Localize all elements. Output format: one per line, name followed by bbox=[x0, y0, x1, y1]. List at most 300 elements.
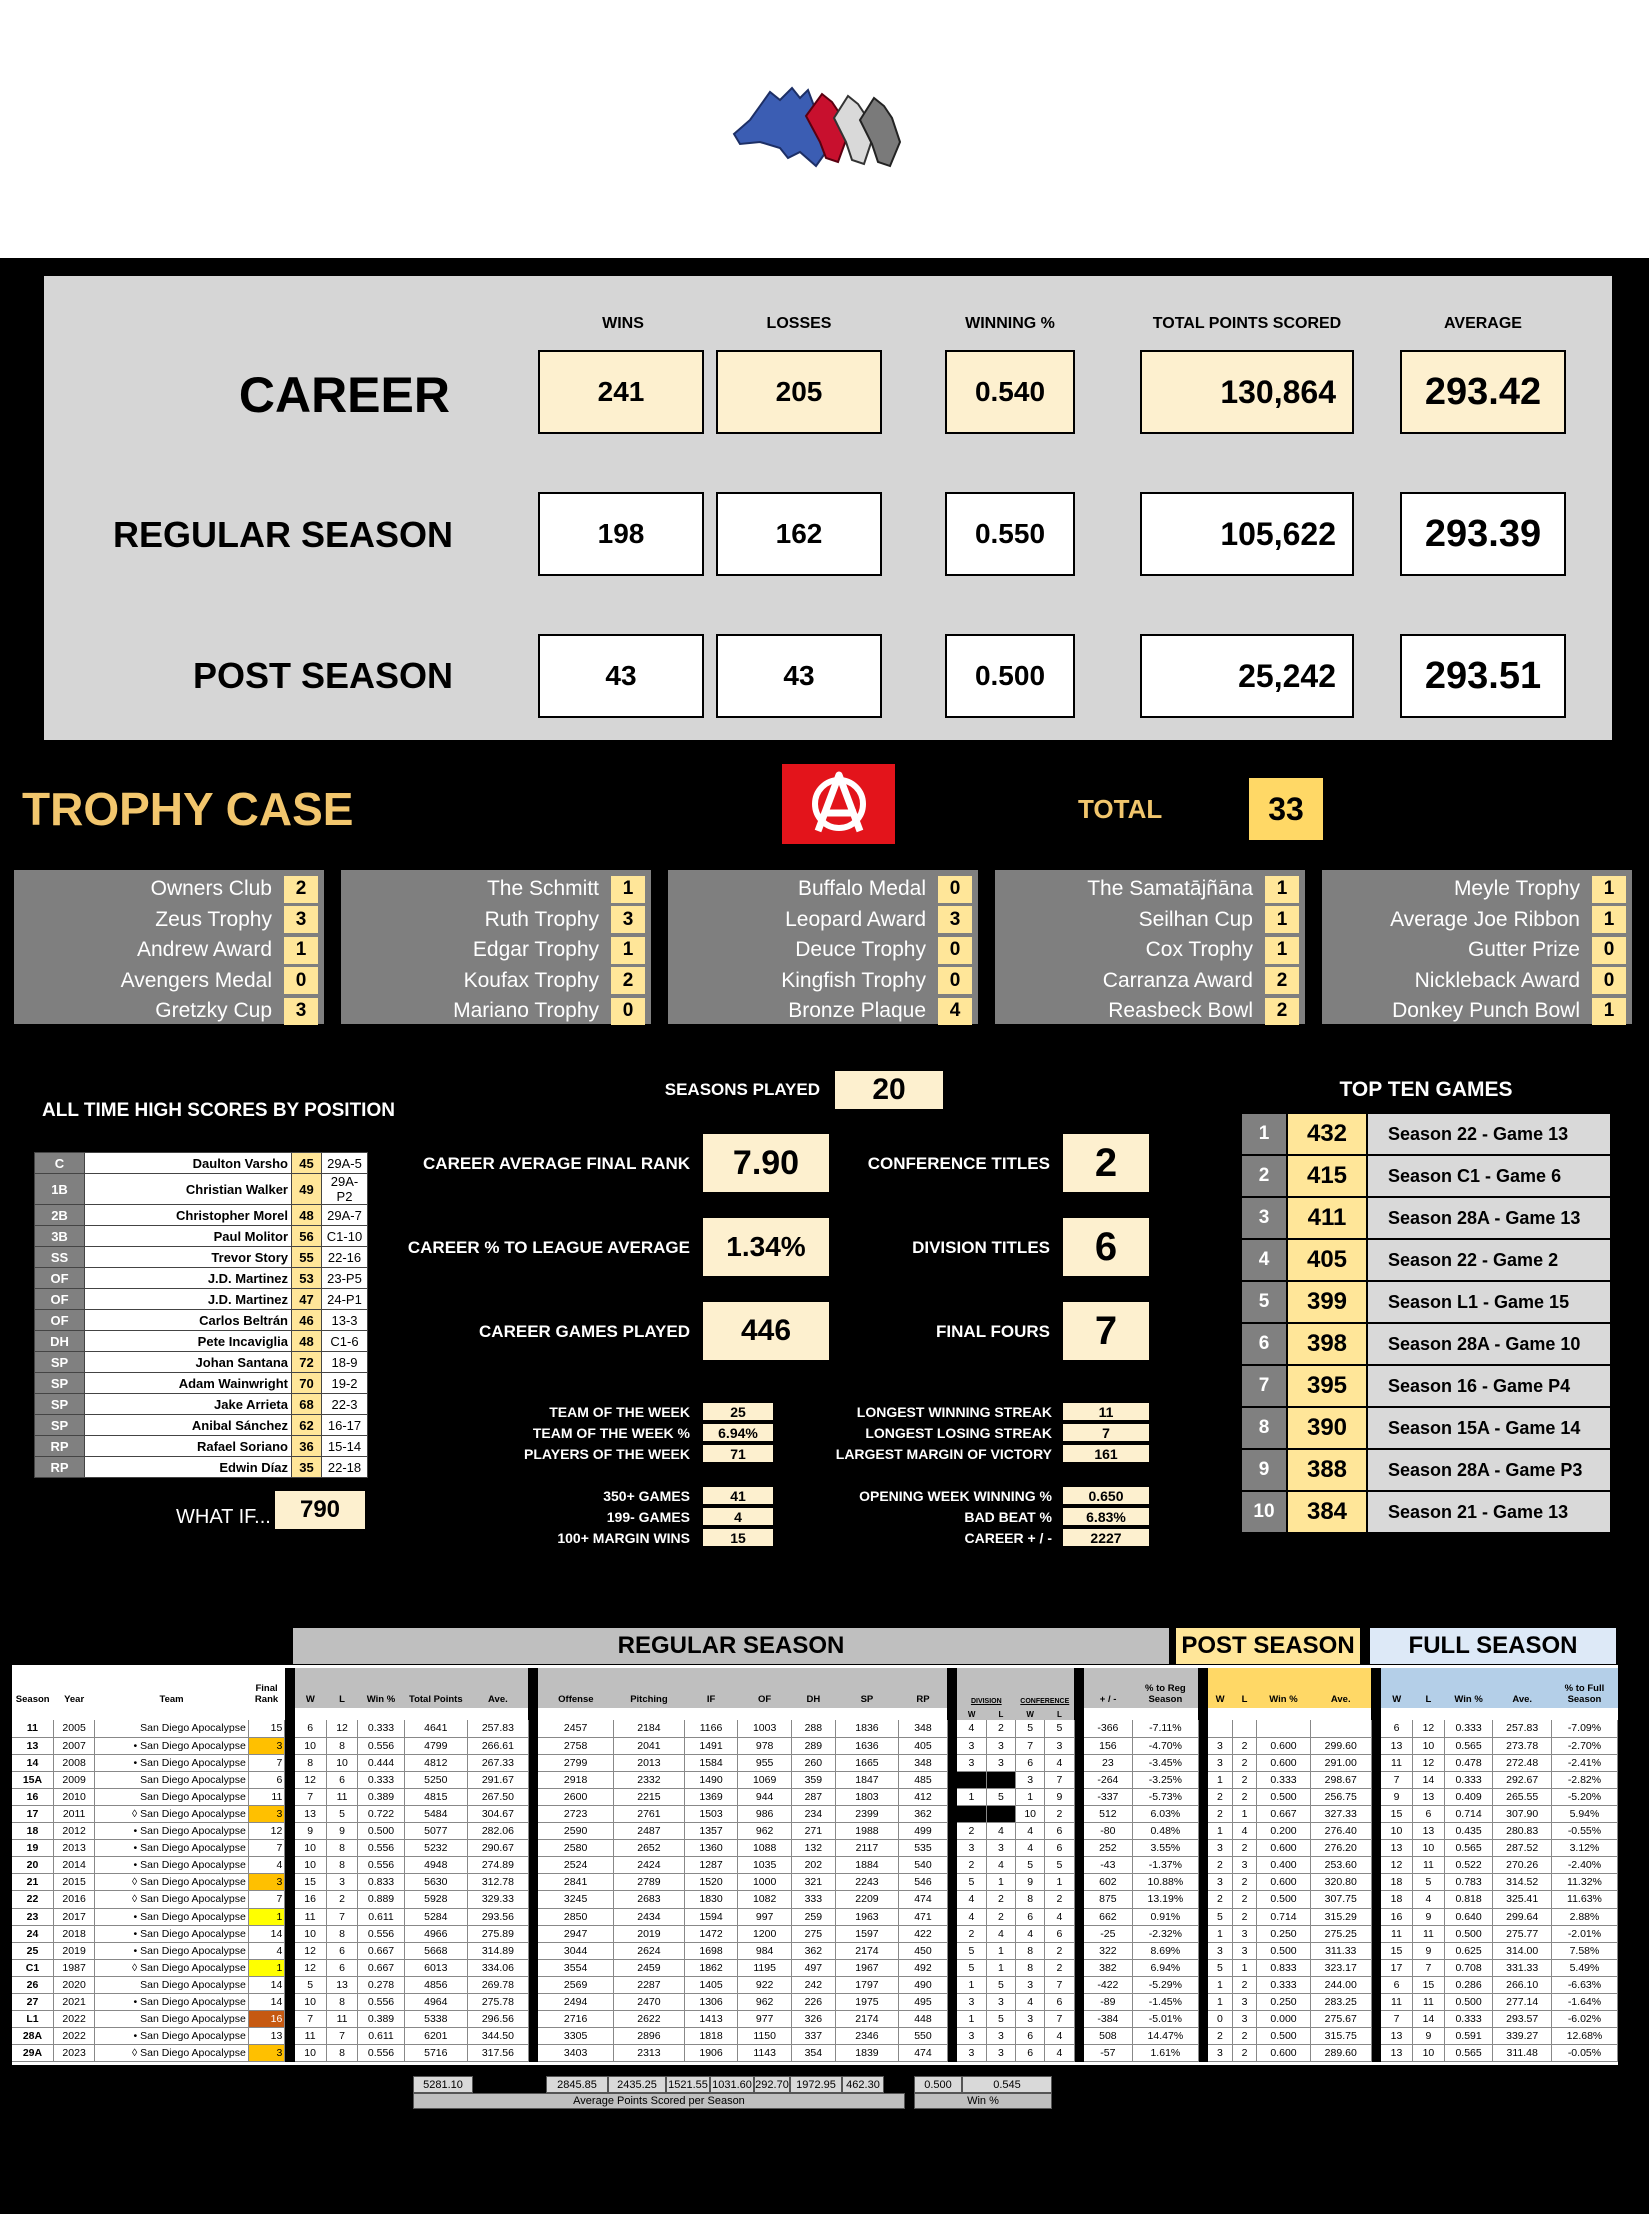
season-cell: -2.70% bbox=[1551, 1737, 1617, 1754]
column-gap bbox=[528, 1805, 538, 1822]
season-cell: 1 bbox=[1208, 1994, 1232, 2011]
subheader-cell bbox=[326, 1708, 358, 1720]
season-cell: 275.67 bbox=[1310, 2011, 1371, 2028]
regular-header: Win % bbox=[358, 1668, 404, 1708]
column-gap bbox=[1371, 1805, 1381, 1822]
season-cell: 13 bbox=[1413, 1823, 1445, 1840]
season-cell: 1636 bbox=[835, 1737, 898, 1754]
season-cell: • San Diego Apocalypse bbox=[95, 1840, 248, 1857]
column-gap bbox=[1074, 1891, 1084, 1908]
score-cell: 56 bbox=[292, 1226, 322, 1247]
trophy-item bbox=[1001, 905, 1299, 936]
season-cell: 6 bbox=[1016, 1908, 1045, 1925]
season-cell: 7 bbox=[295, 2011, 327, 2028]
season-cell: 1963 bbox=[835, 1908, 898, 1925]
game-score: 405 bbox=[1287, 1239, 1367, 1281]
season-cell: 1357 bbox=[684, 1823, 738, 1840]
season-cell: 5 bbox=[1208, 1908, 1232, 1925]
season-cell: 348 bbox=[899, 1754, 948, 1771]
season-cell: 10 bbox=[1016, 1805, 1045, 1822]
trophy-group bbox=[668, 870, 978, 1024]
season-cell: 2209 bbox=[835, 1891, 898, 1908]
season-cell: 495 bbox=[899, 1994, 948, 2011]
trophy-name: Average Joe Ribbon bbox=[1390, 907, 1580, 931]
score-cell: 46 bbox=[292, 1310, 322, 1331]
regular-header: Total Points bbox=[404, 1668, 467, 1708]
season-cell: 2434 bbox=[614, 1908, 685, 1925]
season-cell: 2016 bbox=[53, 1891, 94, 1908]
season-cell: 984 bbox=[738, 1942, 792, 1959]
player-name: Carlos Beltrán bbox=[85, 1310, 292, 1331]
column-gap bbox=[285, 1754, 295, 1771]
season-cell: 0.556 bbox=[358, 1840, 404, 1857]
season-cell: 3 bbox=[957, 1994, 986, 2011]
season-cell: 2022 bbox=[53, 2011, 94, 2028]
season-cell: 535 bbox=[899, 1840, 948, 1857]
season-cell: 2013 bbox=[53, 1840, 94, 1857]
season-cell: -264 bbox=[1084, 1771, 1133, 1788]
season-cell: 2716 bbox=[538, 2011, 614, 2028]
column-gap bbox=[947, 1891, 957, 1908]
column-gap bbox=[947, 1668, 957, 1708]
trophy-item bbox=[20, 935, 318, 966]
regular-header: W bbox=[295, 1668, 327, 1708]
trophy-count: 3 bbox=[938, 906, 972, 933]
season-cell: 5 bbox=[986, 1976, 1015, 1993]
season-cell: 1597 bbox=[835, 1925, 898, 1942]
season-cell: 13 bbox=[248, 2028, 285, 2045]
player-name: Christian Walker bbox=[85, 1174, 292, 1205]
trophy-item bbox=[1001, 966, 1299, 997]
trophy-item bbox=[347, 935, 645, 966]
trophy-item bbox=[674, 996, 972, 1027]
season-cell: 7.58% bbox=[1551, 1942, 1617, 1959]
column-gap bbox=[285, 1805, 295, 1822]
top-game-row bbox=[1241, 1197, 1611, 1239]
player-name: J.D. Martinez bbox=[85, 1289, 292, 1310]
season-cell: 11 bbox=[1413, 1994, 1445, 2011]
season-cell: 266.10 bbox=[1493, 1976, 1551, 1993]
season-cell: 271 bbox=[791, 1823, 835, 1840]
season-cell: 6 bbox=[326, 1771, 358, 1788]
season-cell: 3044 bbox=[538, 1942, 614, 1959]
season-cell: 1369 bbox=[684, 1788, 738, 1805]
season-header-row bbox=[12, 1668, 1618, 1708]
season-cell: 282.06 bbox=[467, 1823, 528, 1840]
season-cell: 2 bbox=[1208, 1857, 1232, 1874]
season-cell: 2 bbox=[986, 1891, 1015, 1908]
season-cell: 28A bbox=[12, 2028, 53, 2045]
player-name: Jake Arrieta bbox=[85, 1394, 292, 1415]
season-cell: 6 bbox=[1045, 1823, 1074, 1840]
season-cell: 497 bbox=[791, 1959, 835, 1976]
season-cell: 10 bbox=[295, 1737, 327, 1754]
season-cell: 485 bbox=[899, 1771, 948, 1788]
season-cell: 8 bbox=[326, 1925, 358, 1942]
game-label: Season 21 - Game 13 bbox=[1367, 1491, 1611, 1533]
column-gap bbox=[285, 1874, 295, 1891]
subheader-cell: W bbox=[957, 1708, 986, 1720]
season-cell: 314.52 bbox=[1493, 1874, 1551, 1891]
subheader-cell bbox=[684, 1708, 738, 1720]
game-cell: 19-2 bbox=[322, 1373, 368, 1394]
season-cell: 2850 bbox=[538, 1908, 614, 1925]
season-cell: 337 bbox=[791, 2028, 835, 2045]
season-cell: 8 bbox=[326, 1994, 358, 2011]
category-header: IF bbox=[684, 1668, 738, 1708]
season-cell: 5 bbox=[1045, 1720, 1074, 1737]
season-cell: 977 bbox=[738, 2011, 792, 2028]
column-gap bbox=[947, 1994, 957, 2011]
column-gap bbox=[285, 1908, 295, 1925]
column-gap bbox=[1198, 1891, 1208, 1908]
season-cell: 3 bbox=[957, 1737, 986, 1754]
season-cell: 0.667 bbox=[358, 1942, 404, 1959]
season-cell: 10 bbox=[1413, 1737, 1445, 1754]
post-season-label: POST SEASON bbox=[192, 655, 453, 696]
season-cell: 1967 bbox=[835, 1959, 898, 1976]
column-gap bbox=[1371, 1737, 1381, 1754]
season-cell: 0.833 bbox=[358, 1874, 404, 1891]
trophy-name: Donkey Punch Bowl bbox=[1392, 999, 1580, 1023]
subheader-cell bbox=[467, 1708, 528, 1720]
average-total-points: 5281.10 bbox=[413, 2076, 473, 2093]
season-cell: 0.333 bbox=[358, 1720, 404, 1737]
average-category: 462.30 bbox=[842, 2076, 884, 2093]
season-cell: 3245 bbox=[538, 1891, 614, 1908]
season-cell: 1 bbox=[986, 1959, 1015, 1976]
game-cell: C1-6 bbox=[322, 1331, 368, 1352]
season-row bbox=[12, 1925, 1618, 1942]
top-ten-table bbox=[1240, 1112, 1612, 1534]
season-cell: 23 bbox=[1084, 1754, 1133, 1771]
season-cell: 0.500 bbox=[1444, 1994, 1493, 2011]
player-name: Anibal Sánchez bbox=[85, 1415, 292, 1436]
season-cell: 4 bbox=[986, 1925, 1015, 1942]
season-cell: 13 bbox=[295, 1805, 327, 1822]
season-cell: 8 bbox=[1016, 1959, 1045, 1976]
season-cell: 4 bbox=[1232, 1823, 1256, 1840]
season-cell: 307.75 bbox=[1310, 1891, 1371, 1908]
column-gap bbox=[1371, 1925, 1381, 1942]
trophy-name: Carranza Award bbox=[1102, 968, 1253, 992]
game-score: 399 bbox=[1287, 1281, 1367, 1323]
season-cell: 315.29 bbox=[1310, 1908, 1371, 1925]
season-cell: 3 bbox=[1208, 2045, 1232, 2062]
division-win-pct: 0.500 bbox=[914, 2076, 962, 2093]
trophy-total-value: 33 bbox=[1249, 778, 1323, 840]
season-cell: 1000 bbox=[738, 1874, 792, 1891]
season-cell: 7 bbox=[295, 1788, 327, 1805]
trophy-count: 0 bbox=[1592, 967, 1626, 994]
season-cell: 6.94% bbox=[1132, 1959, 1198, 1976]
season-cell: 4 bbox=[1016, 1994, 1045, 2011]
season-cell: 0.500 bbox=[358, 1823, 404, 1840]
season-cell: 298.67 bbox=[1310, 1771, 1371, 1788]
conference-header: CONFERENCE bbox=[1016, 1668, 1074, 1708]
position-cell: SP bbox=[35, 1352, 85, 1373]
season-cell: 2 bbox=[1208, 1891, 1232, 1908]
season-cell: 1143 bbox=[738, 2045, 792, 2062]
season-cell: 259 bbox=[791, 1908, 835, 1925]
season-cell: -1.45% bbox=[1132, 1994, 1198, 2011]
column-gap bbox=[1074, 1942, 1084, 1959]
season-cell: 2424 bbox=[614, 1857, 685, 1874]
season-cell: 6 bbox=[1413, 1805, 1445, 1822]
season-cell: -43 bbox=[1084, 1857, 1133, 1874]
season-cell: 5 bbox=[1045, 1857, 1074, 1874]
season-cell: 10 bbox=[295, 1840, 327, 1857]
season-cell: 0.556 bbox=[358, 1925, 404, 1942]
column-gap bbox=[1371, 1771, 1381, 1788]
season-cell: 2799 bbox=[538, 1754, 614, 1771]
season-cell: ◊ San Diego Apocalypse bbox=[95, 1805, 248, 1822]
season-cell: 1 bbox=[1208, 1976, 1232, 1993]
season-cell: 14 bbox=[1413, 2011, 1445, 2028]
column-gap bbox=[285, 1857, 295, 1874]
season-cell: 15 bbox=[248, 1720, 285, 1737]
category-header: Offense bbox=[538, 1668, 614, 1708]
trophy-count: 0 bbox=[611, 998, 645, 1025]
season-cell: 0.667 bbox=[1257, 1805, 1311, 1822]
full-season-heading: FULL SEASON bbox=[1370, 1628, 1616, 1664]
season-cell: 1698 bbox=[684, 1942, 738, 1959]
player-name: Rafael Soriano bbox=[85, 1436, 292, 1457]
season-cell: 5077 bbox=[404, 1823, 467, 1840]
season-cell: 0.611 bbox=[358, 2028, 404, 2045]
season-cell: 5232 bbox=[404, 1840, 467, 1857]
season-cell: -1.37% bbox=[1132, 1857, 1198, 1874]
season-cell: -2.40% bbox=[1551, 1857, 1617, 1874]
season-cell: 287.52 bbox=[1493, 1840, 1551, 1857]
subheader-cell bbox=[53, 1708, 94, 1720]
season-cell: L1 bbox=[12, 2011, 53, 2028]
season-cell: 0.500 bbox=[1257, 1788, 1311, 1805]
season-cell: 276.40 bbox=[1310, 1823, 1371, 1840]
game-rank: 10 bbox=[1241, 1491, 1287, 1533]
game-label: Season 28A - Game 10 bbox=[1367, 1323, 1611, 1365]
column-gap bbox=[1074, 1720, 1084, 1737]
regular-losses: 162 bbox=[716, 492, 882, 576]
column-gap bbox=[285, 1737, 295, 1754]
final-fours-value: 7 bbox=[1062, 1301, 1150, 1361]
trophy-name: Seilhan Cup bbox=[1138, 907, 1253, 931]
season-cell: -6.63% bbox=[1551, 1976, 1617, 1993]
column-gap bbox=[528, 1823, 538, 1840]
position-cell: OF bbox=[35, 1289, 85, 1310]
trophy-item bbox=[1001, 996, 1299, 1027]
column-gap bbox=[1198, 2045, 1208, 2062]
season-cell: 0.522 bbox=[1444, 1857, 1493, 1874]
season-cell: 7 bbox=[1381, 1771, 1413, 1788]
post-header: Win % bbox=[1257, 1668, 1311, 1708]
season-cell: 4 bbox=[1045, 1754, 1074, 1771]
small-stat-value: 0.650 bbox=[1062, 1486, 1150, 1505]
season-cell: 2 bbox=[1208, 1805, 1232, 1822]
column-gap bbox=[1198, 1840, 1208, 1857]
subheader-cell bbox=[1257, 1708, 1311, 1720]
season-cell: 2332 bbox=[614, 1771, 685, 1788]
season-cell: 9 bbox=[1016, 1874, 1045, 1891]
season-cell: 4799 bbox=[404, 1737, 467, 1754]
column-gap bbox=[1198, 1754, 1208, 1771]
season-cell: 1884 bbox=[835, 1857, 898, 1874]
season-cell: 1150 bbox=[738, 2028, 792, 2045]
season-cell: 499 bbox=[899, 1823, 948, 1840]
season-cell: 293.56 bbox=[467, 1908, 528, 1925]
pct-league-value: 1.34% bbox=[702, 1217, 830, 1277]
season-cell: 1836 bbox=[835, 1720, 898, 1737]
subheader-cell bbox=[1208, 1708, 1232, 1720]
trophy-item bbox=[20, 966, 318, 997]
season-cell: San Diego Apocalypse bbox=[95, 2011, 248, 2028]
season-cell: 260 bbox=[791, 1754, 835, 1771]
season-cell: 15 bbox=[295, 1874, 327, 1891]
small-stat-value: 6.83% bbox=[1062, 1507, 1150, 1526]
season-cell: 2789 bbox=[614, 1874, 685, 1891]
season-cell: 267.33 bbox=[467, 1754, 528, 1771]
season-row bbox=[12, 1754, 1618, 1771]
column-gap bbox=[285, 1976, 295, 1993]
season-cell: 1665 bbox=[835, 1754, 898, 1771]
season-cell: 8 bbox=[326, 2045, 358, 2062]
top-game-row bbox=[1241, 1239, 1611, 1281]
season-cell: 19 bbox=[12, 1840, 53, 1857]
full-header: L bbox=[1413, 1668, 1445, 1708]
high-score-row bbox=[35, 1457, 368, 1478]
trophy-group bbox=[341, 870, 651, 1024]
season-cell: 0.640 bbox=[1444, 1908, 1493, 1925]
player-name: Pete Incaviglia bbox=[85, 1331, 292, 1352]
season-cell: 6 bbox=[1016, 1754, 1045, 1771]
column-gap bbox=[1198, 2011, 1208, 2028]
trophy-name: Leopard Award bbox=[785, 907, 926, 931]
subheader-cell bbox=[1198, 1708, 1208, 1720]
season-row bbox=[12, 1959, 1618, 1976]
season-cell: -80 bbox=[1084, 1823, 1133, 1840]
season-cell: -1.64% bbox=[1551, 1994, 1617, 2011]
top-game-row bbox=[1241, 1491, 1611, 1533]
season-cell: 362 bbox=[791, 1942, 835, 1959]
season-cell: 944 bbox=[738, 1788, 792, 1805]
season-cell: 3 bbox=[248, 2045, 285, 2062]
post-pct: 0.500 bbox=[945, 634, 1075, 718]
game-rank: 2 bbox=[1241, 1155, 1287, 1197]
season-cell: C1 bbox=[12, 1959, 53, 1976]
season-cell: 256.75 bbox=[1310, 1788, 1371, 1805]
header-total-points: TOTAL POINTS SCORED bbox=[1152, 315, 1342, 332]
season-cell: 276.20 bbox=[1310, 1840, 1371, 1857]
full-header: % to Full Season bbox=[1551, 1668, 1617, 1708]
season-cell: 283.25 bbox=[1310, 1994, 1371, 2011]
season-cell: 7 bbox=[1413, 1959, 1445, 1976]
season-cell: 0.600 bbox=[1257, 1737, 1311, 1754]
subheader-cell bbox=[1074, 1708, 1084, 1720]
season-cell: 1 bbox=[957, 1976, 986, 1993]
trophy-name: Zeus Trophy bbox=[155, 907, 272, 931]
subheader-cell bbox=[1413, 1708, 1445, 1720]
season-cell: 2 bbox=[1232, 1976, 1256, 1993]
post-losses: 43 bbox=[716, 634, 882, 718]
small-stat-value: 25 bbox=[702, 1402, 774, 1421]
average-category: 1972.95 bbox=[790, 2076, 842, 2093]
season-cell: 2457 bbox=[538, 1720, 614, 1737]
column-gap bbox=[1074, 1737, 1084, 1754]
season-cell: 257.83 bbox=[1493, 1720, 1551, 1737]
season-cell: 2007 bbox=[53, 1737, 94, 1754]
season-cell: 2 bbox=[1232, 1840, 1256, 1857]
season-cell: 275.25 bbox=[1310, 1925, 1371, 1942]
season-cell: 2013 bbox=[614, 1754, 685, 1771]
column-gap bbox=[1198, 2028, 1208, 2045]
season-cell: 5 bbox=[1016, 1857, 1045, 1874]
season-cell: 1830 bbox=[684, 1891, 738, 1908]
season-cell: 17 bbox=[1381, 1959, 1413, 1976]
season-cell: -4.70% bbox=[1132, 1737, 1198, 1754]
column-gap bbox=[1198, 1976, 1208, 1993]
season-cell: 292.67 bbox=[1493, 1771, 1551, 1788]
season-cell: 4815 bbox=[404, 1788, 467, 1805]
season-cell: 2918 bbox=[538, 1771, 614, 1788]
season-cell: 2 bbox=[1232, 1874, 1256, 1891]
column-gap bbox=[1198, 1805, 1208, 1822]
season-cell: -384 bbox=[1084, 2011, 1133, 2028]
high-score-row bbox=[35, 1205, 368, 1226]
season-cell: 290.67 bbox=[467, 1840, 528, 1857]
season-cell: 3 bbox=[248, 1805, 285, 1822]
trophy-item bbox=[20, 874, 318, 905]
season-cell: 2 bbox=[326, 1891, 358, 1908]
average-points-label: Average Points Scored per Season bbox=[413, 2093, 905, 2109]
column-gap bbox=[528, 1754, 538, 1771]
season-cell: 10 bbox=[326, 1754, 358, 1771]
position-cell: RP bbox=[35, 1436, 85, 1457]
season-cell: 3.12% bbox=[1551, 1840, 1617, 1857]
column-gap bbox=[285, 1788, 295, 1805]
game-label: Season 22 - Game 13 bbox=[1367, 1113, 1611, 1155]
season-cell: 7 bbox=[248, 1891, 285, 1908]
post-points: 25,242 bbox=[1140, 634, 1354, 718]
season-cell: • San Diego Apocalypse bbox=[95, 1737, 248, 1754]
column-gap bbox=[528, 1891, 538, 1908]
column-gap bbox=[528, 1976, 538, 1993]
season-cell: 3 bbox=[957, 2028, 986, 2045]
trophy-name: Andrew Award bbox=[136, 938, 272, 962]
season-cell: 322 bbox=[1084, 1942, 1133, 1959]
subheader-cell bbox=[1232, 1708, 1256, 1720]
average-category: 2435.25 bbox=[608, 2076, 666, 2093]
game-cell: 23-P5 bbox=[322, 1268, 368, 1289]
season-cell: 2 bbox=[1045, 1891, 1074, 1908]
career-losses: 205 bbox=[716, 350, 882, 434]
score-cell: 48 bbox=[292, 1331, 322, 1352]
season-cell: 602 bbox=[1084, 1874, 1133, 1891]
season-cell: 2399 bbox=[835, 1805, 898, 1822]
season-cell: 6 bbox=[1016, 2028, 1045, 2045]
season-cell bbox=[1232, 1720, 1256, 1737]
column-gap bbox=[1371, 1976, 1381, 1993]
season-cell: 317.56 bbox=[467, 2045, 528, 2062]
season-cell: 2346 bbox=[835, 2028, 898, 2045]
trophy-count: 2 bbox=[1265, 967, 1299, 994]
season-cell: 2005 bbox=[53, 1720, 94, 1737]
column-gap bbox=[1371, 1840, 1381, 1857]
season-cell: 0.91% bbox=[1132, 1908, 1198, 1925]
season-cell: 986 bbox=[738, 1805, 792, 1822]
regular-wins: 198 bbox=[538, 492, 704, 576]
season-cell: 6013 bbox=[404, 1959, 467, 1976]
column-gap bbox=[1198, 1857, 1208, 1874]
